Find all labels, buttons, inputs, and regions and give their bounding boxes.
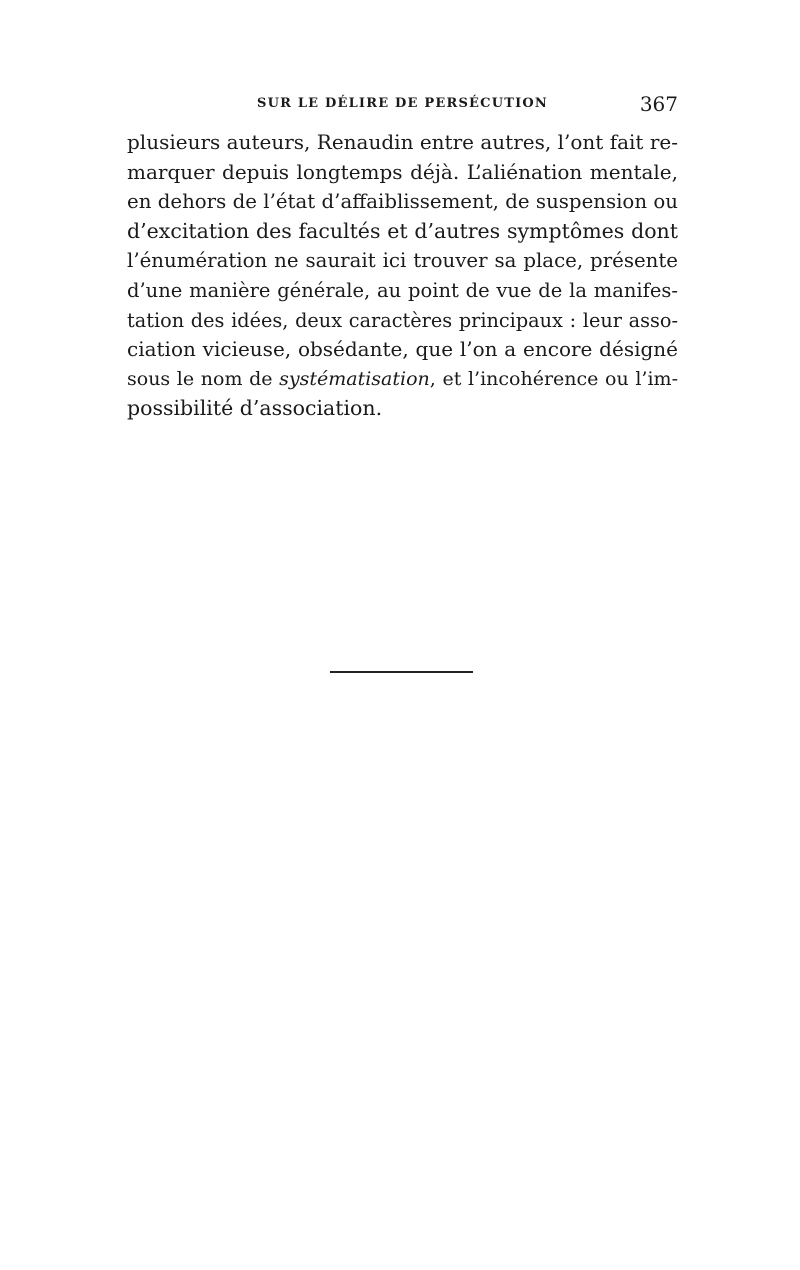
text-run: sous le nom de [127,367,280,390]
text-line: tation des idées, deux caractères principaux : leur asso- [127,308,678,332]
text-line: plusieurs auteurs, Renaudin entre autres, l’ont fait re- [127,130,678,154]
text-line [127,365,678,395]
text-line: l’énumération ne saurait ici trouver sa place, présente [127,249,678,273]
italic-term: systématisation [279,367,430,390]
text-line: d’excitation des facultés et d’autres symptômes dont [127,218,678,243]
text-line: possibilité d’association. [127,396,383,421]
page-number: 367 [639,92,678,116]
text-line: en dehors de l’état d’affaiblissement, de suspension ou [127,190,678,214]
text-line: marquer depuis longtemps déjà. L’aliénation mentale, [127,159,678,184]
body-paragraph [127,128,678,424]
section-end-rule [330,671,473,673]
text-run: , et l’incohérence ou l’im- [429,367,678,390]
running-title: SUR LE DÉLIRE DE PERSÉCUTION [256,96,548,111]
running-head [127,92,678,116]
text-line: ciation vicieuse, obsédante, que l’on a encore désigné [127,337,678,362]
text-line: d’une manière générale, au point de vue de la manifes- [127,278,678,302]
